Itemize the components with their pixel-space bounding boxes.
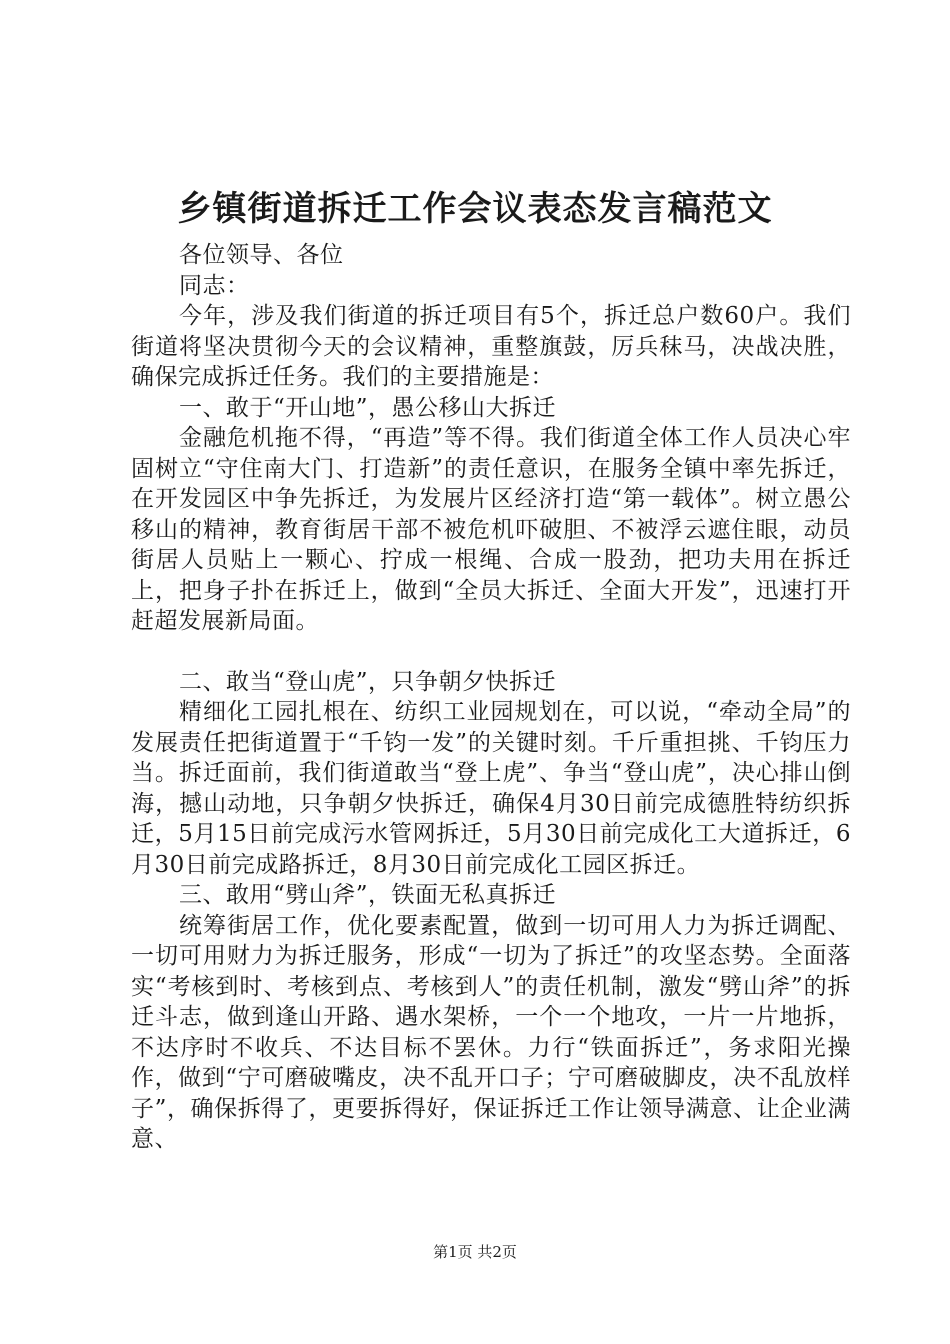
- intro-paragraph: 今年，涉及我们街道的拆迁项目有5个，拆迁总户数60户。我们街道将坚决贯彻今天的会议精神，重整旗鼓，厉兵秣马，决战决胜，确保完成拆迁任务。我们的主要措施是：: [131, 303, 851, 390]
- document-title: 乡镇街道拆迁工作会议表态发言稿范文: [177, 189, 773, 229]
- section-body-2: 精细化工园扎根在、纺织工业园规划在，可以说，“牵动全局”的发展责任把街道置于“千钧一发”的关键时刻。千斤重担挑、千钧压力当。拆迁面前，我们街道敢当“登上虎”、争当“登山虎”，决心排山倒海，撼山动地，只争朝夕快拆迁，确保4月30日前完成德胜特纺织拆迁，5月15日前完成污水管网拆迁，5月30日前完成化工大道拆迁，6月30日前完成路拆迁，8月30日前完成化工园区拆迁。: [131, 699, 851, 878]
- salutation-line-1: 各位领导、各位: [179, 242, 344, 268]
- section-heading-2: 二、敢当“登山虎”，只争朝夕快拆迁: [179, 668, 557, 695]
- section-heading-1: 一、敢于“开山地”，愚公移山大拆迁: [179, 394, 557, 421]
- section-body-1: 金融危机拖不得，“再造”等不得。我们街道全体工作人员决心牢固树立“守住南大门、打造新”的责任意识，在服务全镇中率先拆迁，在开发园区中争先拆迁，为发展片区经济打造“第一载体”。树立愚公移山的精神，教育街居干部不被危机吓破胆、不被浮云遮住眼，动员街居人员贴上一颗心、拧成一根绳、合成一股劲，把功夫用在拆迁上，把身子扑在拆迁上，做到“全员大拆迁、全面大开发”，迅速打开赶超发展新局面。: [131, 425, 851, 634]
- section-heading-3: 三、敢用“劈山斧”，铁面无私真拆迁: [179, 882, 557, 908]
- section-body-3: 统筹街居工作，优化要素配置，做到一切可用人力为拆迁调配、一切可用财力为拆迁服务，形成“一切为了拆迁”的攻坚态势。全面落实“考核到时、考核到点、考核到人”的责任机制，激发“劈山斧”的拆迁斗志，做到逢山开路、遇水架桥，一个一个地攻，一片一片地拆，不达序时不收兵、不达目标不罢休。力行“铁面拆迁”，务求阳光操作，做到“宁可磨破嘴皮，决不乱开口子；宁可磨破脚皮，决不乱放样子”，确保拆得了，更要拆得好，保证拆迁工作让领导满意、让企业满意、: [131, 912, 851, 1152]
- salutation-line-2: 同志：: [179, 272, 250, 299]
- page-number-footer: 第1页 共2页: [433, 1243, 517, 1261]
- document-body: [131, 240, 851, 1155]
